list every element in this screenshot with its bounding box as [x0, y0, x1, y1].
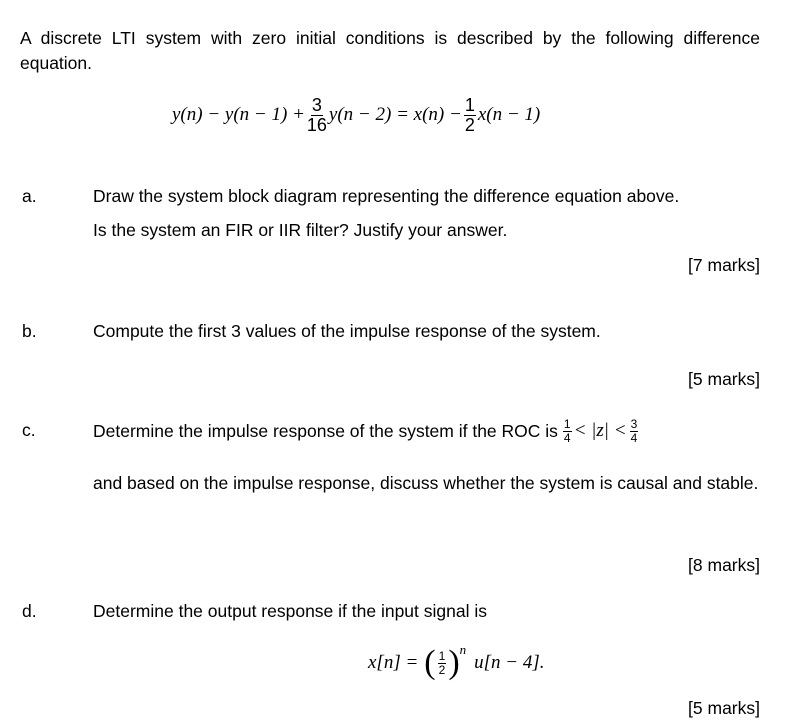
- question-b-line-1: Compute the first 3 values of the impulse response of the system.: [93, 321, 601, 341]
- fraction-numerator: 1: [438, 648, 446, 663]
- fraction-numerator: 1: [464, 94, 475, 115]
- input-eq-exponent: n: [459, 642, 467, 657]
- question-d-line-1: Determine the output response if the input signal is: [93, 601, 487, 621]
- input-signal-equation: [368, 640, 545, 686]
- question-c-marks: [8 marks]: [688, 555, 760, 575]
- question-c-text: Determine the impulse response of the system if the ROC is: [93, 420, 558, 441]
- fraction-denominator: 4: [630, 430, 638, 445]
- fraction-numerator: 3: [630, 416, 638, 431]
- fraction-denominator: 2: [438, 662, 446, 677]
- question-a-marks: [7 marks]: [688, 255, 760, 275]
- question-a-label: a.: [22, 186, 37, 206]
- equation-part-1: y(n) − y(n − 1) +: [172, 104, 305, 125]
- intro-paragraph: A discrete LTI system with zero initial conditions is described by the following difference equation.: [20, 28, 760, 73]
- input-eq-fraction: [438, 650, 447, 676]
- fraction-numerator: 1: [563, 416, 571, 431]
- left-paren: (: [424, 644, 436, 681]
- equation-fraction-1-2: [464, 96, 476, 135]
- input-eq-right: u[n − 4].: [474, 652, 545, 673]
- difference-equation: [172, 92, 540, 138]
- question-a-line-2: Is the system an FIR or IIR filter? Justify your answer.: [93, 220, 508, 240]
- fraction-denominator: 4: [563, 430, 571, 445]
- question-c-line-2: and based on the impulse response, discuss whether the system is causal and stable.: [93, 473, 759, 493]
- question-a-line-1: Draw the system block diagram representing the difference equation above.: [93, 186, 680, 206]
- question-d-marks: [5 marks]: [688, 698, 760, 718]
- roc-lower-fraction: [563, 418, 572, 444]
- question-d-label: d.: [22, 601, 37, 621]
- question-b-label: b.: [22, 321, 37, 341]
- input-eq-left: x[n] =: [368, 652, 419, 673]
- right-paren: ): [448, 644, 460, 681]
- equation-fraction-3-16: [307, 96, 327, 135]
- question-b-marks: [5 marks]: [688, 369, 760, 389]
- fraction-numerator: 3: [311, 94, 322, 115]
- question-c-line-1: [93, 414, 640, 448]
- fraction-denominator: 2: [464, 114, 475, 135]
- roc-middle: < |z| <: [573, 420, 627, 441]
- question-c-label: c.: [22, 420, 36, 440]
- equation-part-2: y(n − 2) = x(n) −: [328, 104, 462, 125]
- fraction-denominator: 16: [306, 114, 327, 135]
- equation-part-3: x(n − 1): [477, 104, 541, 125]
- roc-upper-fraction: [630, 418, 639, 444]
